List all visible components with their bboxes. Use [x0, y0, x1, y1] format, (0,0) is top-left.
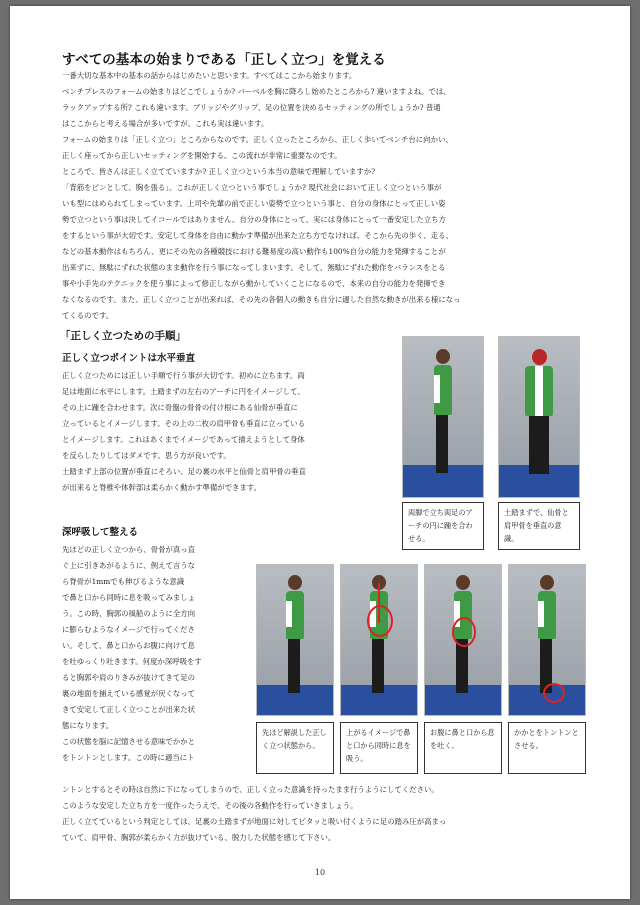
page-title: すべての基本の始まりである「正しく立つ」を覚える	[62, 52, 386, 68]
body-line: ぐ上に引きあがるように、例えて言うな	[62, 561, 196, 570]
belly-highlight-circle	[452, 617, 476, 647]
intro-line: 勢で立つという事は決してイコールではありません。自分の身体にとって、実には身体にとって一番安定した立ち方	[62, 215, 446, 224]
photo-breath-step-1	[256, 564, 334, 716]
intro-line: なくなるのです。また、正しく立つことが出来れば、その先の各個人の動きも自分に適した自然な動きが出来る様になっ	[62, 295, 461, 304]
page-number: 10	[314, 868, 326, 877]
document-page	[10, 6, 630, 899]
body-line: 裏の地面を捕えている感覚が戻くなって	[62, 689, 196, 698]
intro-line: をするという事が大切です。安定して身体を自由に動かす準備が出来た立ち方でなければ、そこから先の歩く、走る、	[62, 231, 453, 240]
photo-breath-step-2	[340, 564, 418, 716]
body-line: を反らしたりしてはダメです。思う方が良いです。	[62, 451, 231, 460]
intro-line: いも型にはめられてしまっています。上司や先輩の前で正しい姿勢で立つという事と、自分の身体にとって正しい姿	[62, 199, 446, 208]
intro-line: てくるのです。	[62, 311, 114, 320]
intro-line: 事や小手先のテクニックを使う事によって修正しながら動かしていくことになるので、本来の自分の能力を発揮でき	[62, 279, 446, 288]
body-line: その上に踵を合わせます。次に骨盤の骨骨の付け根にある仙骨が垂直に	[62, 403, 298, 412]
section-heading: 「正しく立つための手順」	[60, 330, 186, 342]
photo-breath-step-4	[508, 564, 586, 716]
heel-highlight-circle	[543, 683, 565, 703]
chest-highlight-circle	[367, 605, 393, 637]
body-line: を吐ゆっくり吐きます。何度か深呼吸をす	[62, 657, 202, 666]
intro-line: 出来ずに、無駄にずれた状態のまま動作を行う事になってしまいます。そして、無駄にずれた動作をバランスをとる	[62, 263, 446, 272]
body-line: ると胸郭や肩のりきみが抜けてきて足の	[62, 673, 196, 682]
intro-line: ベンチプレスのフォームの始まりはどこでしょうか? バーベルを胸に降ろし始めたところから? 違いますよね。では、	[62, 87, 451, 96]
body-line: で鼻と口から同時に息を吸ってみましょ	[62, 593, 196, 602]
caption-top-2: 土踏まずで、仙骨と肩甲骨を垂直の意識。	[498, 502, 580, 550]
intro-line: フォームの始まりは「正しく立つ」ところからなのです。正しく立ったところから、正しく歩いてベンチ台に向かい、	[62, 135, 453, 144]
intro-line: ところで、皆さんは正しく立てていますか? 正しく立つという本当の意味で理解していますか?	[62, 167, 376, 176]
outro-line: ントンとするとその時は自然に下になってしまうので、正しく立った意識を持ったまま行うようにしてください。	[62, 785, 439, 794]
subsection-heading: 正しく立つポイントは水平垂直	[62, 353, 196, 364]
intro-line: などの基本動作はもちろん、更にその先の各種競技における難易度の高い動作も100%自分の能力を発揮することが	[62, 247, 446, 256]
body-line: 土踏まず上部の位置が垂直にそろい、足の裏の水平と仙骨と肩甲骨の垂直	[62, 467, 306, 476]
outro-line: このような安定した立ち方を一度作ったうえで、その後の各動作を行っていきましょう。	[62, 801, 358, 810]
body-line: 態になります。	[62, 721, 114, 730]
intro-line: ラックアップする所? これも違います。ブリッジやグリップ、足の位置を決めるセッティングの所でしょうか? 普通	[62, 103, 441, 112]
body-line: をトントンとします。この時に適当にト	[62, 753, 195, 762]
body-line: 正しく立つためには正しい手順で行う事が大切です。初めに立ちます。両	[62, 371, 305, 380]
body-line: 先ほどの正しく立つから、骨骨が真っ直	[62, 545, 196, 554]
body-line: い。そして、鼻と口からお腹に向けて息	[62, 641, 195, 650]
body-line: に膨らむようなイメージで行ってくださ	[62, 625, 195, 634]
body-line: とイメージします。これはあくまでイメージであって描えようとして身体	[62, 435, 305, 444]
body-line: ら脊骨が1mmでも伸びるような意識	[62, 577, 185, 586]
intro-line: 一番大切な基本中の基本の話からはじめたいと思います。すべてはここから始まります。	[62, 71, 357, 80]
intro-line: 正しく座ってから正しいセッティングを開始する。この流れが非常に重要なのです。	[62, 151, 342, 160]
intro-line: 「背筋をピンとして、胸を張る」。これが正しく立つという事でしょうか? 現代社会において正しく立つという事が	[62, 183, 442, 192]
body-line: が出来ると脊椎や体幹部は柔らかく動かす準備ができます。	[62, 483, 261, 492]
outro-line: 正しく立てているという判定としては、足裏の土踏まずが地面に対してピタッと吸い付くように足の踏み圧が高まっ	[62, 817, 447, 826]
body-line: きて安定して正しく立つことが出来た状	[62, 705, 196, 714]
subsection-heading: 深呼吸して整える	[62, 527, 139, 538]
intro-line: はここからと考える場合が多いですが、これも実は違います。	[62, 119, 269, 128]
body-line: 足は地面に水平にします。土踏まずの左右のアーチに円をイメージして、	[62, 387, 305, 396]
caption-bottom-1: 先ほど解説した正しく立つ状態から。	[256, 722, 334, 774]
photo-breath-step-3	[424, 564, 502, 716]
photo-side-standing	[402, 336, 484, 498]
caption-bottom-4: かかとをトントンとさせる。	[508, 722, 586, 774]
body-line: この状態を脳に記憶させる意味でかかと	[62, 737, 196, 746]
outro-line: ていて、肩甲骨、胸郭が柔らかく力が抜けている、脱力した状態を感じて下さい。	[62, 833, 336, 842]
caption-bottom-3: お腹に鼻と口から息を吐く。	[424, 722, 502, 774]
caption-top-1: 両脚で立ち両足のアーチの円に踵を合わせる。	[402, 502, 484, 550]
caption-bottom-2: 上がるイメージで鼻と口から同時に息を吸う。	[340, 722, 418, 774]
body-line: 立っているとイメージします。その上の二枚の肩甲骨も垂直に立っている	[62, 419, 306, 428]
photo-front-standing	[498, 336, 580, 498]
body-line: う。この時、胸郭の風船のように全方向	[62, 609, 196, 618]
